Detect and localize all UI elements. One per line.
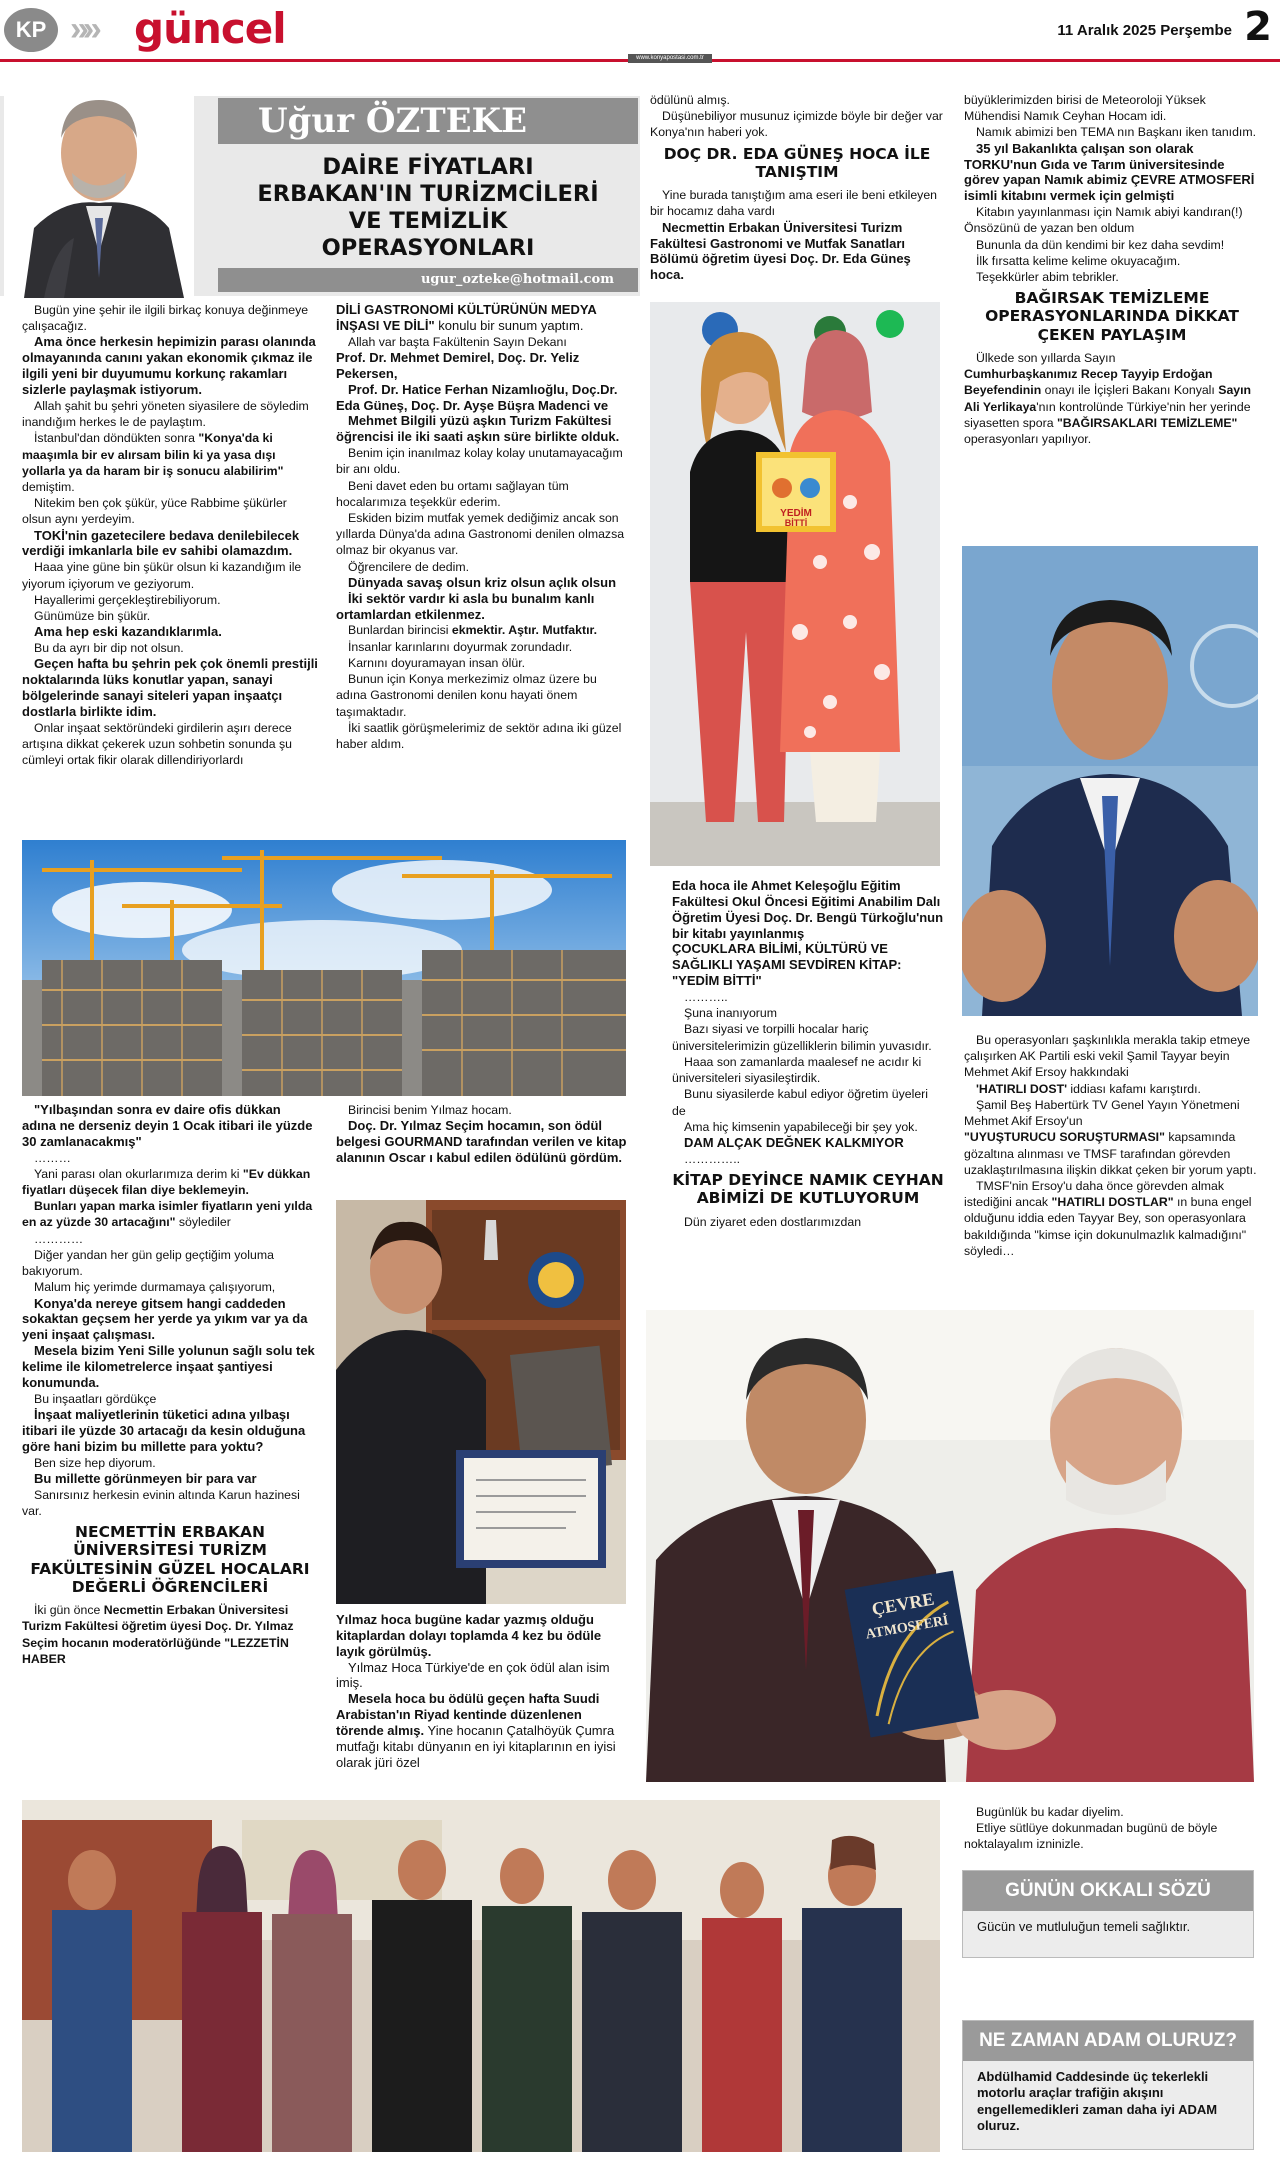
- headline-line: VE TEMİZLİK: [348, 208, 508, 234]
- issue-date: 11 Aralık 2025 Perşembe: [1057, 22, 1232, 39]
- caption-text: Yılmaz Hoca Türkiye'de en çok ödül alan isim imiş.: [336, 1659, 610, 1691]
- column-1-bottom: [22, 1102, 318, 1667]
- photo-caption: [336, 1612, 630, 1771]
- paragraph: Konya'da nereye gitsem hangi caddeden sokaktan geçsem her yerde ya yıkım var ya da yeni inşaat çalışması.: [22, 1295, 308, 1343]
- paragraph: [22, 1166, 318, 1198]
- paragraph: Allah var başta Fakültenin Sayın Dekanı: [348, 334, 567, 349]
- paragraph: Diğer yandan her gün gelip geçtiğim yoluma bakıyorum.: [22, 1247, 274, 1279]
- paragraph: Birincisi benim Yılmaz hocam.: [348, 1103, 512, 1117]
- paragraph: Bu operasyonları şaşkınlıkla merakla takip etmeye çalışırken AK Partili eski vekil Şamil Tayyar beyin Mehmet Akif Ersoy hakkındaki: [964, 1033, 1251, 1080]
- paragraph: Öğrencilere de dedim.: [348, 559, 469, 574]
- paragraph: …………: [34, 1231, 84, 1246]
- paragraph: ödülünü almış.: [650, 93, 730, 107]
- text: "UYUŞTURUCU SORUŞTURMASI": [964, 1130, 1165, 1145]
- paragraph: Malum hiç yerimde durmamaya çalışıyorum,: [34, 1280, 276, 1295]
- kids-book-title: YEDİM: [780, 508, 812, 519]
- paragraph: büyüklerimizden birisi de Meteoroloji Yüksek Mühendisi Namık Ceyhan Hocam idi.: [964, 93, 1206, 124]
- paragraph: Prof. Dr. Mehmet Demirel, Doç. Dr. Yeliz Pekersen,: [336, 349, 580, 381]
- site-url[interactable]: www.konyapostasi.com.tr: [628, 54, 712, 63]
- headline-line: ERBAKAN'IN TURİZMCİLERİ: [257, 181, 599, 207]
- subheading: DOÇ DR. EDA GÜNEŞ HOCA İLE TANIŞTIM: [663, 144, 931, 181]
- paragraph: Bugün yine şehir ile ilgili birkaç konuya değinmeye çalışacağız.: [22, 303, 309, 334]
- chevron-right-icon: »»: [70, 10, 96, 48]
- paragraph: Dünyada savaş olsun kriz olsun açlık olsun: [348, 574, 617, 590]
- paragraph: "Yılbaşından sonra ev daire ofis dükkan adına ne derseniz deyin 1 Ocak itibari ile yüzde 30 zamlanacakmış": [22, 1102, 313, 1149]
- paragraph: Bu millette görünmeyen bir para var: [34, 1470, 257, 1486]
- text: Mesela hoca bu ödülü geçen hafta Suudi Arabistan'ın Riyad kentinde düzenlenen törende almış.: [336, 1691, 600, 1739]
- text: İstanbul'dan döndükten sonra: [34, 431, 199, 446]
- text: iddiası kafamı karıştırdı.: [1067, 1081, 1201, 1096]
- headline-line: OPERASYONLARI: [321, 235, 535, 261]
- quote-box-text: Gücün ve mutluluğun temeli sağlıktır.: [977, 1919, 1191, 1934]
- author-email[interactable]: ugur_ozteke@hotmail.com: [218, 268, 638, 292]
- paragraph: Mehmet Bilgili yüzü aşkın Turizm Fakültesi öğrencisi ile iki saati aşkın süre birlikte olduk.: [336, 413, 620, 445]
- text: "Konya'da ki maaşımla bir ev alırsam bilin ki ya yasa dışı yollarla ya da haram bir iş sonucu alabilirim": [22, 431, 284, 478]
- caption-text: [336, 1691, 630, 1770]
- paragraph: [22, 1198, 318, 1230]
- paragraph: Dün ziyaret eden dostlarımızdan: [684, 1214, 862, 1229]
- paragraph: [964, 366, 1260, 447]
- paragraph: [964, 1178, 1260, 1259]
- group-photo: [22, 1800, 940, 2152]
- text: 'HATIRLI DOST': [976, 1081, 1068, 1096]
- book-handover-photo: [646, 1310, 1254, 1782]
- paragraph: Nitekim ben çok şükür, yüce Rabbime şükürler olsun aynı yerdeyim.: [22, 496, 287, 527]
- text: "Ev dükkan fiyatları düşecek filan diye beklemeyin.: [22, 1166, 311, 1198]
- paragraph: DAM ALÇAK DEĞNEK KALKMIYOR: [684, 1134, 904, 1150]
- paragraph: Yine burada tanıştığım ama eseri ile beni etkileyen bir hocamız daha vardı: [650, 188, 938, 219]
- text: operasyonları yapılıyor.: [964, 432, 1092, 447]
- column-2-bottom: [336, 1102, 630, 1166]
- paragraph: Namık abimizi ben TEMA nın Başkanı iken tanıdım.: [976, 125, 1256, 140]
- masthead: [0, 0, 1280, 62]
- paragraph: Kitabın yayınlanması için Namık abiyi kandıran(!) Önsözünü de yazan ben oldum: [964, 205, 1243, 236]
- book-cover-title: ÇEVRE: [870, 1588, 936, 1620]
- text: Sayın Ali Yerlikaya: [964, 383, 1252, 414]
- paragraph: İlk fırsatta kelime kelime okuyacağım.: [976, 253, 1181, 268]
- paragraph: Bugünlük bu kadar diyelim.: [976, 1805, 1124, 1819]
- text: Bunlardan birincisi: [348, 623, 452, 638]
- paragraph: TOKİ'nin gazetecilere bedava denilebilecek verdiği imkanlarla bile ev sahibi olamazdım.: [22, 527, 300, 559]
- page-number: 2: [1244, 4, 1272, 50]
- paragraph: Şamil Beş Habertürk TV Genel Yayın Yönetmeni Mehmet Akif Ersoy'un: [964, 1097, 1240, 1129]
- quote-box-title: GÜNÜN OKKALI SÖZÜ: [963, 1871, 1253, 1911]
- text: "BAĞIRSAKLARI TEMİZLEME": [1056, 415, 1238, 430]
- paragraph: Beni davet eden bu ortamı sağlayan tüm hocalarımıza teşekkür ederim.: [336, 478, 569, 509]
- paragraph: Teşekkürler abim tebrikler.: [976, 269, 1119, 284]
- text: ekmektir. Aştır. Mutfaktır.: [451, 623, 598, 638]
- paragraph: Geçen hafta bu şehrin pek çok önemli prestijli noktalarında lüks konutlar yapan, sanayi bölgelerinde sanayi siteleri yapan inşaatçı dostlarla birlikte idim.: [22, 656, 318, 719]
- paragraph: [336, 302, 630, 334]
- paragraph: Onlar inşaat sektöründeki girdilerin aşırı derece artışına dikkat çekerek uzun sohbetin sonunda şu cümleyi ortak fikir olarak dillendiriyorlardı: [22, 720, 293, 768]
- paragraph: Haaa son zamanlarda maalesef ne acıdır ki üniversiteleri siyasileştirdik.: [672, 1054, 922, 1086]
- text: 'nın kontrolünde Türkiye'nin her yerinde siyasetten spora: [964, 399, 1251, 430]
- paragraph: [22, 430, 318, 495]
- section-title: güncel: [134, 4, 286, 53]
- paragraph: Doç. Dr. Yılmaz Seçim hocamın, son ödül belgesi GOURMAND tarafından verilen ve kitap alanının Oscar ı kabul edilen ödülünü gördüm.: [336, 1118, 627, 1165]
- paragraph: Şuna inanıyorum: [684, 1006, 777, 1021]
- kp-logo[interactable]: KP: [4, 8, 58, 52]
- paragraph: Bazı siyasi ve torpilli hocalar hariç üniversitelerimizin güzelliklerin bilimin yuvasıdır.: [672, 1022, 932, 1053]
- paragraph: Bu da ayrı bir dip not olsun.: [34, 641, 184, 656]
- eda-gunes-photo: [650, 302, 940, 866]
- paragraph: Benim için inanılmaz kolay kolay unutamayacağım bir anı oldu.: [336, 446, 623, 477]
- caption-text: Yılmaz hoca bugüne kadar yazmış olduğu kitaplardan dolayı toplamda 4 kez bu ödüle layık görülmüş.: [336, 1612, 602, 1659]
- paragraph: ………..: [684, 990, 728, 1005]
- paragraph: İki sektör vardır ki asla bu bunalım kanlı ortamlardan etkilenmez.: [336, 590, 595, 622]
- text: TMSF'nin Ersoy'u daha önce görevden almak istediğini ancak: [964, 1178, 1225, 1210]
- columnist-header: [0, 78, 640, 298]
- paragraph: …………..: [684, 1151, 741, 1166]
- subheading: BAĞIRSAK TEMİZLEME OPERASYONLARINDA DİKKAT ÇEKEN PAYLAŞIM: [985, 289, 1239, 344]
- paragraph: Ben size hep diyorum.: [34, 1455, 156, 1470]
- paragraph: Ama hep eski kazandıklarımla.: [34, 624, 222, 640]
- paragraph: Bunu siyasilerde kabul ediyor öğretim üyeleri de: [672, 1087, 929, 1118]
- headline-line: DAİRE FİYATLARI: [322, 154, 534, 180]
- paragraph: Haaa yine güne bin şükür olsun ki kazandığım ile yiyorum içiyorum ve geziyorum.: [22, 560, 302, 591]
- paragraph: Necmettin Erbakan Üniversitesi Turizm Fakültesi Gastronomi ve Mutfak Sanatları Bölümü öğretim üyesi Doç. Dr. Eda Güneş hoca.: [650, 219, 911, 283]
- author-photo: [4, 78, 194, 298]
- paragraph: [964, 1129, 1260, 1178]
- column-3-bottom: [672, 878, 944, 1230]
- paragraph: Sanırsınız herkesin evinin altında Karun hazinesi var.: [22, 1487, 300, 1518]
- subheading: KİTAP DEYİNCE NAMIK CEYHAN ABİMİZİ DE KUTLUYORUM: [672, 1171, 944, 1208]
- text: Cumhurbaşkanımız Recep Tayyip Erdoğan Beyefendinin: [964, 367, 1213, 398]
- paragraph: Allah şahit bu şehri yöneten siyasilere de söyledim inandığım herkes le de paylaştım.: [22, 398, 309, 430]
- column-4-closing: [964, 1804, 1260, 1853]
- paragraph: [964, 1081, 1260, 1097]
- paragraph: Ama önce herkesin hepimizin parası olanında olmayanında canını yakan ekonomik çıkmaz ile ilgili yeni bir duyumumu korkunç rakamları sizlerle paylaşmak istiyorum.: [22, 334, 316, 398]
- paragraph: [22, 1602, 318, 1667]
- article-headline: [218, 154, 638, 262]
- column-4-top: [964, 92, 1260, 447]
- text: "HATIRLI DOSTLAR": [1051, 1195, 1174, 1210]
- text: konulu bir sunum yaptım.: [434, 317, 584, 333]
- book-title: ÇOCUKLARA BİLİMİ, KÜLTÜRÜ VE SAĞLIKLI YAŞAMI SEVDİREN KİTAP: "YEDİM BİTTİ": [672, 941, 902, 989]
- paragraph: İki saatlik görüşmelerimiz de sektör adına iki güzel haber aldım.: [336, 720, 622, 751]
- paragraph: Günümüze bin şükür.: [34, 609, 151, 623]
- paragraph: ………: [34, 1150, 71, 1165]
- text: Yine hocanın Çatalhöyük Çumra mutfağı kitabı dünyanın en iyi kitaplarının en iyisi olarak jüri özel: [336, 1723, 616, 1770]
- text: Bunları yapan marka isimler fiyatların yeni yılda en az yüzde 30 artacağını": [22, 1199, 313, 1230]
- paragraph: Prof. Dr. Hatice Ferhan Nizamlıoğlu, Doç.Dr. Eda Güneş, Doç. Dr. Ayşe Büşra Madenci ve: [336, 381, 618, 413]
- when-will-we-grow-up-box: [962, 2020, 1254, 2150]
- paragraph: Etliye sütlüye dokunmadan bugünü de böyle noktalayalım izninizle.: [964, 1821, 1218, 1852]
- column-2-top: [336, 302, 630, 752]
- text: kapsamında gözaltına alınması ve TMSF tarafından görevden uzaklaştırılmasına ilişkin dikkat çeken bir yorum yaptı.: [964, 1130, 1257, 1177]
- paragraph: Ama hiç kimsenin yapabileceği bir şey yok.: [684, 1119, 918, 1134]
- text: ın buna engel olduğunu iddia eden Tayyar Bey, son operasyonlara bakıldığında "kimse için dokunulmazlık kalmadığını" söyledi…: [964, 1195, 1252, 1258]
- text: onayı ile İçişleri Bakanı Konyalı: [1041, 383, 1219, 398]
- paragraph: Bunun için Konya merkezimiz olmaz üzere bu adına Gastronomi denilen konu hayati önem taşımaktadır.: [336, 672, 597, 719]
- paragraph: 35 yıl Bakanlıkta çalışan son olarak TORKU'nun Gıda ve Tarım üniversitesinde görev yapan Namık abimiz ÇEVRE ATMOSFERİ isimli kitabını vermek için gelmişti: [964, 140, 1255, 204]
- text: demiştim.: [22, 479, 75, 494]
- paragraph: [336, 622, 630, 638]
- paragraph: Karnını doyuramayan insan ölür.: [348, 655, 526, 670]
- minister-photo: [962, 546, 1258, 1016]
- adam-box-title: NE ZAMAN ADAM OLURUZ?: [963, 2021, 1253, 2061]
- paragraph: Mesela bizim Yeni Sille yolunun sağlı solu tek kelime ile kilometrelerce inşaat şantiyesi konumunda.: [22, 1343, 315, 1390]
- award-certificate-photo: [336, 1200, 626, 1604]
- column-4-bottom: [964, 1032, 1260, 1259]
- book-cover-title: ATMOSFERİ: [864, 1613, 950, 1643]
- paragraph: Eskiden bizim mutfak yemek dediğimiz ancak son yıllarda Dünya'da adına Gastronomi denilen olmazsa olmaz bir okyanus var.: [336, 510, 625, 558]
- author-name: Uğur ÖZTEKE: [218, 98, 638, 144]
- text: söylediler: [175, 1215, 231, 1230]
- text: DİLİ GASTRONOMİ KÜLTÜRÜNÜN MEDYA İNŞASI VE DİLİ": [336, 302, 597, 333]
- text: Yani parası olan okurlarımıza derim ki: [34, 1166, 243, 1181]
- paragraph: İnsanlar karınlarını doyurmak zorundadır.: [348, 639, 573, 654]
- text: Necmettin Erbakan Üniversitesi Turizm Fakültesi öğretim üyesi Doç. Dr. Yılmaz Seçim hocanın moderatörlüğünde "LEZZETİN HABER: [22, 1603, 294, 1666]
- paragraph: Hayallerimi gerçekleştirebiliyorum.: [34, 592, 221, 607]
- subheading: NECMETTİN ERBAKAN ÜNİVERSİTESİ TURİZM FAKÜLTESİNİN GÜZEL HOCALARI DEĞERLİ ÖĞRENCİLERİ: [30, 1523, 310, 1596]
- kids-book-title: BİTTİ: [784, 518, 808, 528]
- paragraph: Ülkede son yıllarda Sayın: [976, 351, 1116, 366]
- quote-of-the-day-box: [962, 1870, 1254, 1958]
- paragraph: Bu inşaatları gördükçe: [34, 1391, 157, 1406]
- text: İki gün önce: [34, 1603, 104, 1618]
- photo-caption: Eda hoca ile Ahmet Keleşoğlu Eğitim Fakültesi Okul Öncesi Eğitimi Anabilim Dalı Öğretim Üyesi Doç. Dr. Bengü Türkoğlu'nun bir kitabı yayınlanmış: [672, 878, 944, 941]
- column-3-top: [650, 92, 944, 283]
- adam-box-text: Abdülhamid Caddesinde üç tekerlekli motorlu araçlar trafiğin akışını engellemedikleri zaman daha iyi ADAM oluruz.: [977, 2069, 1218, 2133]
- paragraph: İnşaat maliyetlerinin tüketici adına yılbaşı itibari ile yüzde 30 artacağı da kesin olduğuna göre hani bizim bu millette para yoktu?: [22, 1406, 306, 1454]
- construction-site-photo: [22, 840, 626, 1096]
- paragraph: Düşünebiliyor musunuz içimizde böyle bir değer var Konya'nın haberi yok.: [650, 109, 943, 140]
- column-1-top: [22, 302, 318, 768]
- paragraph: Bununla da dün kendimi bir kez daha sevdim!: [976, 237, 1225, 252]
